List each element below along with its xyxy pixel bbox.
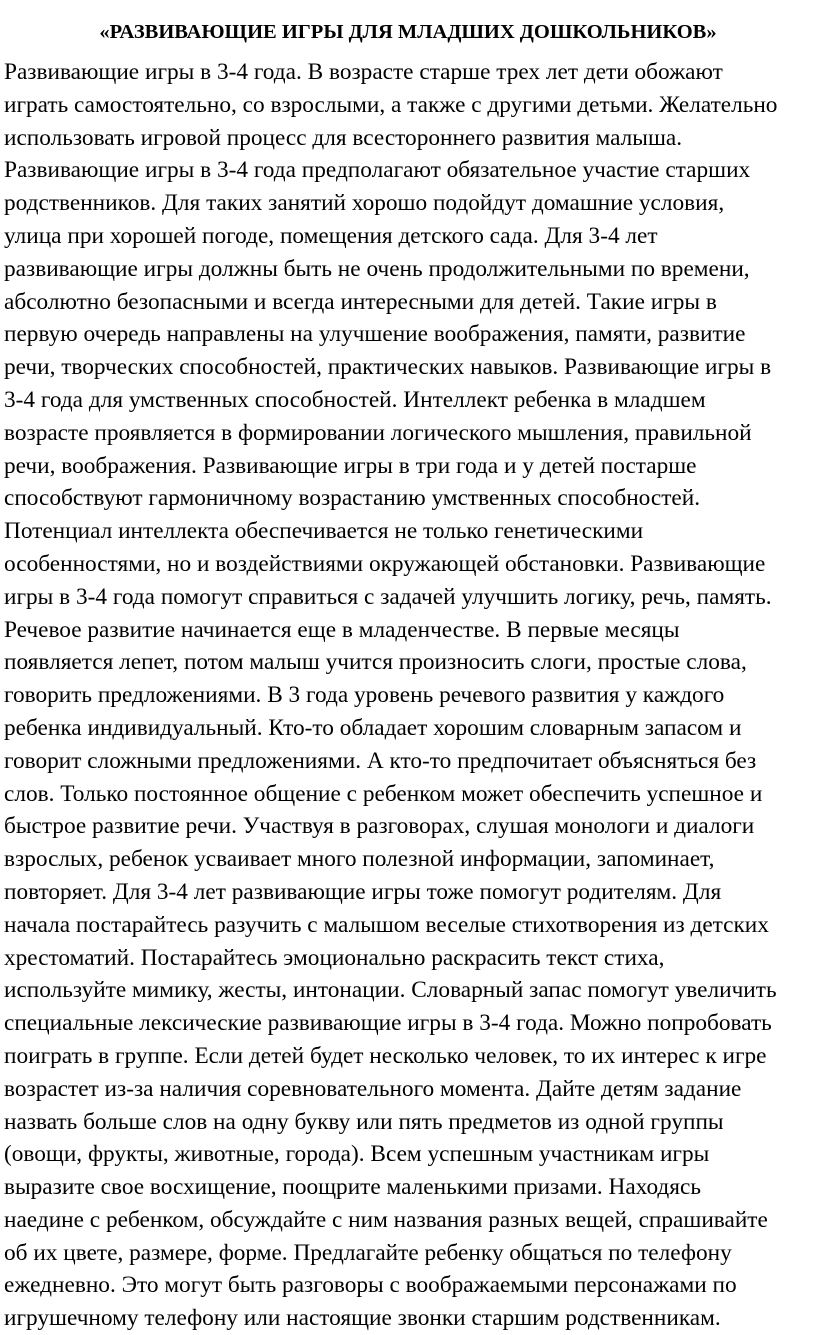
document-body	[4, 56, 812, 1335]
body-text-line: об их цвете, размере, форме. Предлагайте ребенку общаться по телефону	[4, 1239, 732, 1266]
body-text-line: играть самостоятельно, со взрослыми, а также с другими детьми. Желательно	[4, 91, 778, 118]
body-text-line: абсолютно безопасными и всегда интересными для детей. Такие игры в	[4, 288, 717, 315]
body-text-line: быстрое развитие речи. Участвуя в разговорах, слушая монологи и диалоги	[4, 813, 755, 840]
body-text-line: игры в 3-4 года помогут справиться с задачей улучшить логику, речь, память.	[4, 583, 772, 610]
body-text-line: ребенка индивидуальный. Кто-то обладает хорошим словарным запасом и	[4, 714, 742, 741]
body-text-line: ежедневно. Это могут быть разговоры с воображаемыми персонажами по	[4, 1272, 737, 1299]
body-text-line: говорит сложными предложениями. А кто-то предпочитает объясняться без	[4, 747, 757, 774]
body-text-line: Развивающие игры в 3-4 года. В возрасте старше трех лет дети обожают	[4, 59, 723, 85]
body-text-line: способствуют гармоничному возрастанию умственных способностей.	[4, 485, 701, 512]
body-text-line: Потенциал интеллекта обеспечивается не только генетическими	[4, 518, 644, 545]
body-text-line: улица при хорошей погоде, помещения детского сада. Для 3-4 лет	[4, 222, 658, 249]
body-text-line: слов. Только постоянное общение с ребенком может обеспечить успешное и	[4, 780, 763, 807]
body-text-line: Речевое развитие начинается еще в младенчестве. В первые месяцы	[4, 616, 680, 643]
body-text-line: появляется лепет, потом малыш учится произносить слоги, простые слова,	[4, 649, 747, 676]
body-text-line: игрушечному телефону или настоящие звонки старшим родственникам.	[4, 1305, 721, 1332]
body-text-line: выразите свое восхищение, поощрите маленькими призами. Находясь	[4, 1174, 701, 1201]
body-text-line: хрестоматий. Постарайтесь эмоционально раскрасить текст стиха,	[4, 944, 665, 971]
body-text-line: использовать игровой процесс для всестороннего развития малыша.	[4, 124, 683, 151]
body-text-line: особенностями, но и воздействиями окружающей обстановки. Развивающие	[4, 550, 766, 577]
body-text-line: говорить предложениями. В 3 года уровень речевого развития у каждого	[4, 682, 725, 709]
body-text-line: возрастет из-за наличия соревновательного момента. Дайте детям задание	[4, 1075, 742, 1102]
body-text-line: специальные лексические развивающие игры в 3-4 года. Можно попробовать	[4, 1010, 772, 1037]
body-text-line: (овощи, фрукты, животные, города). Всем успешным участникам игры	[4, 1141, 710, 1168]
body-text-line: возрасте проявляется в формировании логического мышления, правильной	[4, 419, 752, 446]
document-title: «РАЗВИВАЮЩИЕ ИГРЫ ДЛЯ МЛАДШИХ ДОШКОЛЬНИКОВ»	[99, 21, 717, 43]
body-text-line: начала постарайтесь разучить с малышом веселые стихотворения из детских	[4, 911, 769, 938]
body-text-line: повторяет. Для 3-4 лет развивающие игры тоже помогут родителям. Для	[4, 878, 722, 905]
body-text-line: поиграть в группе. Если детей будет несколько человек, то их интерес к игре	[4, 1042, 767, 1069]
body-text-line: 3-4 года для умственных способностей. Интеллект ребенка в младшем	[4, 386, 706, 413]
body-text-line: развивающие игры должны быть не очень продолжительными по времени,	[4, 255, 750, 282]
body-text-line: родственников. Для таких занятий хорошо подойдут домашние условия,	[4, 190, 725, 217]
body-text-line: назвать больше слов на одну букву или пять предметов из одной группы	[4, 1108, 724, 1135]
body-text-line: наедине с ребенком, обсуждайте с ним названия разных вещей, спрашивайте	[4, 1206, 768, 1233]
body-text-line: используйте мимику, жесты, интонации. Словарный запас помогут увеличить	[4, 977, 777, 1004]
body-text-line: первую очередь направлены на улучшение воображения, памяти, развитие	[4, 321, 746, 348]
body-text-line: Развивающие игры в 3-4 года предполагают обязательное участие старших	[4, 157, 751, 184]
body-text-line: речи, воображения. Развивающие игры в три года и у детей постарше	[4, 452, 697, 479]
body-text-line: речи, творческих способностей, практических навыков. Развивающие игры в	[4, 354, 772, 381]
body-text-line: взрослых, ребенок усваивает много полезной информации, запоминает,	[4, 846, 715, 873]
